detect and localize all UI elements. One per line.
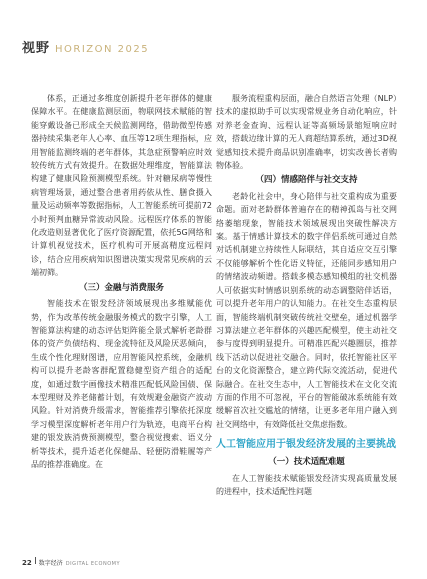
section-title: 人工智能应用于银发经济发展的主要挑战 [216,439,396,451]
body-paragraph: 服务流程重构层面，融合自然语言处理（NLP）技术的虚拟助手可以实现常规业务自动化响应，针对养老金查询、远程认证等高频场景缩短响应时效，搭载边缘计算的无人商超结算系统，通过3D视觉感知技术提升商品识别准确率，切实改善长者购物体验。 [216,94,397,171]
body-paragraph: 在人工智能技术赋能银发经济实现高质量发展的进程中，技术适配性问题 [216,473,397,496]
subsection-heading: （四）情感陪伴与社交支持 [255,175,358,186]
magazine-name-en: DIGITAL ECONOMY [65,561,121,567]
subsection-heading: （三）金融与消费服务 [78,282,164,293]
magazine-name-cn: 数字经济 [38,560,63,567]
page-footer [22,555,120,569]
body-paragraph: 体系，正通过多维度创新提升老年群体的健康保障水平。在健康监测层面，物联网技术赋能的智能穿戴设备已形成全天候监测网络，借助微型传感器持续采集老年人心率、血压等12项生理指标，应用智能监测终端的老年群体，其急症预警响应时效较传统方式有效提升。在数据处理维度，智能算法构建了健康风险预测模型系统。针对糖尿病等慢性病管理场景，通过整合患者用药依从性、膳食摄入量及运动频率等数据指标，人工智能系统可提前72小时预判血糖异常波动风险。远程医疗体系的智能化改造则显著优化了医疗资源配置，依托5G网络和计算机视觉技术，医疗机构可开展高精度远程问诊，结合应用疾病知识图谱决策实现常见疾病的云端初筛。 [31,94,212,278]
subsection-heading: （一）技术适配难题 [268,457,345,468]
body-paragraph: 智能技术在银发经济领域展现出多维赋能优势，作为改革传统金融服务模式的数字引擎，人工智能算法构建的动态评估矩阵能全景式解析老龄群体的资产负债结构、现金流特征及风险厌恶倾向，生成个性化理财图谱，应用智能风控系统，金融机构可以提升老龄客群配置稳健型资产组合的适配度，如通过数字画像技术精准匹配低风险国债、保本型理财及养老储蓄计划，有效规避金融资产波动风险。针对消费升级需求，智能推荐引擎依托深度学习模型深度解析老年用户行为轨迹，电商平台构建的银发族消费预测模型，整合视觉搜索、语义分析等技术，提升适老化保健品、轻便防滑鞋履等产品的推荐准确度。在 [31,299,212,469]
header-title-en: HORIZON 2025 [55,44,150,55]
right-column [216,92,397,498]
page-number: 22 [22,559,32,567]
footer-divider [35,557,36,564]
running-header [22,40,149,57]
body-paragraph: 老龄化社会中，身心陪伴与社交重构成为重要命题。面对老龄群体普遍存在的精神孤岛与社交网络萎缩现象，智能技术领域展现出突破性解决方案。基于情感计算技术的数字伴侣系统可通过自然对话机制建立持续性人际联结，其自适应交互引擎不仅能够解析个性化语义特征，还能同步感知用户的情绪波动频谱。搭载多模态感知模组的社交机器人可依据实时情感识别系统的动态调整陪伴话语，可以提升老年用户的认知能力。在社交生态重构层面，智能终端机制突破传统社交壁垒，通过机器学习算法建立老年群体的兴趣匹配模型，使主动社交参与度得到明显提升。可精准匹配兴趣圈层，推荐线下活动以促进社交融合。同时，依托智能社区平台的文化资源整合，建立跨代际交流活动，促进代际融合。在社交生态中，人工智能技术在文化交流方面的作用不可忽视，平台的智能破冰系统能有效缓解首次社交尴尬的情绪，让更多老年用户融入到社交网络中，有效降低社交焦虑指数。 [216,191,397,429]
left-column [31,92,212,471]
header-title-cn: 视野 [22,41,51,56]
